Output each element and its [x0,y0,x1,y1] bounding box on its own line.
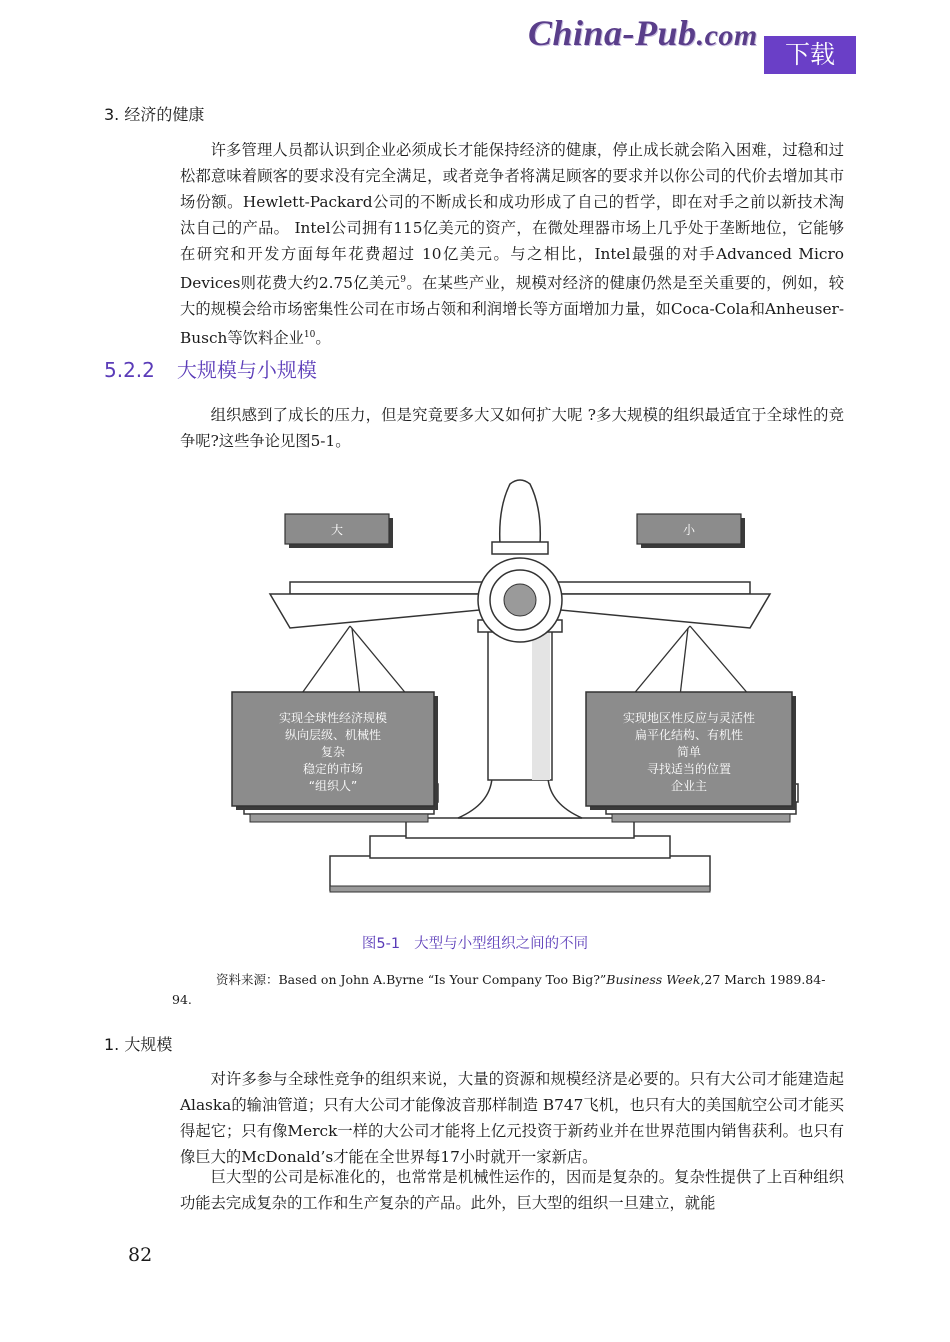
scale-finial [500,480,541,544]
figure-source [180,970,844,990]
page-number: 82 [128,1244,153,1266]
section-heading-large-scale: 1. 大规模 [104,1035,173,1054]
source-publication: Business Week [606,972,701,987]
source-continuation: 94. [172,992,192,1007]
small-item-5: 企业主 [670,779,708,793]
balance-scale-illustration [230,478,800,918]
caption-number: 图5-1 [361,936,401,952]
scale-pivot-hub [504,584,536,616]
section-number: 5.2.2 [104,358,155,382]
chain-left-a [300,626,350,696]
scale-finial-collar [492,542,548,554]
scale-base-bottom [330,856,710,890]
scale-arm-right [560,594,770,628]
section-title-text: 大规模与小规模 [176,358,317,382]
big-item-3: 复杂 [320,745,346,759]
scale-base-shadow [330,886,710,892]
paragraph-economic-health [180,137,844,351]
paragraph-text-end: 。 [315,329,331,348]
section-title-522 [104,354,317,383]
small-item-3: 简单 [676,745,702,759]
source-prefix: 资料来源：Based on John A.Byrne “Is Your Company Too Big?” [216,972,607,987]
paragraph-size-debate: 组织感到了成长的压力，但是究竟要多大又如何扩大呢 ?多大规模的组织最适宜于全球性的竞争呢?这些争论见图5-1。 [180,406,844,450]
label-big-text: 大 [330,523,344,537]
caption-text: 大型与小型组织之间的不同 [414,936,589,952]
chain-right-b [690,626,750,696]
paragraph-large-scale-1: 对许多参与全球性竞争的组织来说，大量的资源和规模经济是必要的。只有大公司才能建造起Alaska的输油管道；只有大公司才能像波音那样制造 B747飞机，也只有大的美国航空公司才能买得起它；只有像Merck一样的大公司才能将上亿元投资于新药业并在世界范围内销售获利。也只有像巨大的McDonald’s才能在全世界每17小时就开一家新店。 [180,1070,844,1166]
logo-main-text: China-Pub [528,13,697,53]
logo-suffix-text: .com [696,19,758,52]
chain-left-c [352,628,360,696]
label-small-text: 小 [682,523,696,537]
figure-balance-scale [230,478,800,918]
big-item-4: 稳定的市场 [302,762,364,776]
big-item-1: 实现全球性经济规模 [278,711,388,725]
big-item-2: 纵向层级、机械性 [284,728,382,742]
small-item-2: 扁平化结构、有机性 [634,728,744,742]
big-item-5: “组织人” [308,779,358,793]
small-item-4: 寻找适当的位置 [646,762,732,776]
paragraph-large-scale-2: 巨大型的公司是标准化的，也常常是机械性运作的，因而是复杂的。复杂性提供了上百种组织功能去完成复杂的工作和生产复杂的产品。此外，巨大型的组织一旦建立，就能 [180,1168,844,1212]
scale-column-foot [458,778,582,818]
footnote-ref-9: 9 [400,275,406,285]
scale-base-step3 [406,818,634,838]
figure-caption [0,932,950,953]
download-badge[interactable]: 下载 [764,36,856,74]
china-pub-logo[interactable] [528,12,758,54]
footnote-ref-10: 10 [303,330,316,341]
section-heading-economic-health: 3. 经济的健康 [104,105,205,124]
source-suffix: ,27 March 1989.84- [700,972,826,987]
paragraph-text: 许多管理人员都认识到企业必须成长才能保持经济的健康，停止成长就会陷入困难，过稳和过松都意味着顾客的要求没有完全满足，或者竞争者将满足顾客的要求并以你公司的代价去增加其市场份额。Hewlett-Packard公司的不断成长和成功形成了自己的哲学，即在对手之前以新技术淘汰自己的产品。 Intel公司拥有115亿美元的资产，在微处理器市场上几乎处于垄断地位，它能够在研究和开发方面每年花费超过 10亿美元。与之相比，Intel最强的对手Advanced Micro Devices则花费大约2.75亿美元 [180,141,844,293]
scale-arm-left [270,594,480,628]
chain-right-c [680,628,688,696]
pan-right-shadow [612,814,790,822]
pan-left-shadow [250,814,428,822]
scale-column-shade [532,620,550,780]
paragraph-text-cont: 。在某些产业，规模对经济的健康仍然是至关重要的，例如，较大的规模会给市场密集性公司在市场占领和利润增长等方面增加力量，如Coca-Cola和Anheuser-Busch等饮料企业 [180,274,844,348]
scale-base-step2 [370,836,670,858]
small-item-1: 实现地区性反应与灵活性 [622,711,756,725]
